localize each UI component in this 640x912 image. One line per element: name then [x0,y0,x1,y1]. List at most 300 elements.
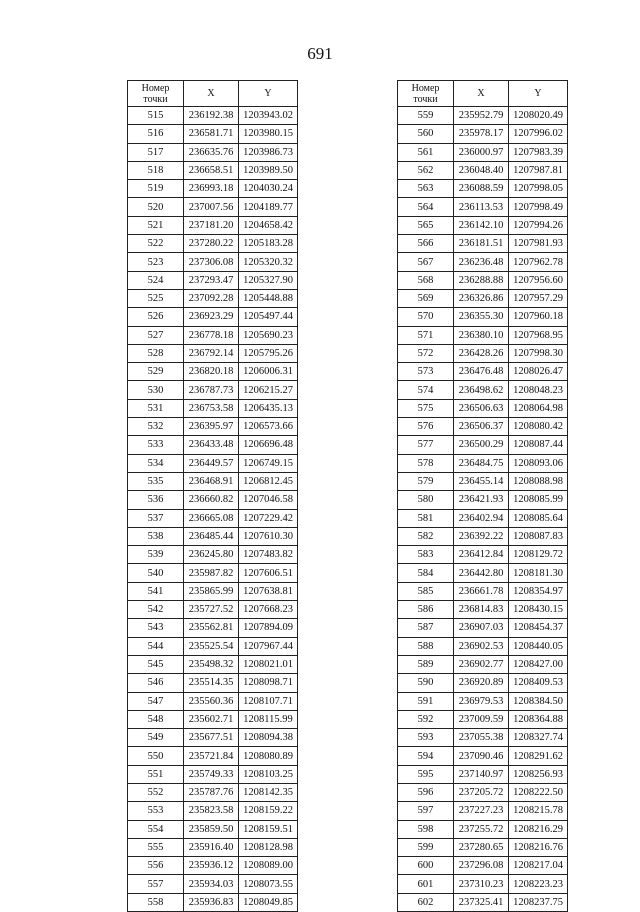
table-row [128,180,298,198]
cell-point-number: 554 [128,820,184,838]
table-row [128,198,298,216]
cell-point-number: 581 [398,509,454,527]
cell-x: 235952.79 [454,107,509,125]
cell-x: 236506.37 [454,418,509,436]
cell-y: 1208222.50 [509,783,568,801]
table-row [398,418,568,436]
table-row [398,729,568,747]
cell-point-number: 553 [128,802,184,820]
cell-point-number: 541 [128,582,184,600]
cell-point-number: 546 [128,674,184,692]
cell-point-number: 595 [398,765,454,783]
cell-point-number: 528 [128,344,184,362]
cell-y: 1208020.49 [509,107,568,125]
cell-y: 1208073.55 [239,875,298,893]
cell-y: 1208087.44 [509,436,568,454]
cell-x: 236661.78 [454,582,509,600]
cell-point-number: 575 [398,399,454,417]
cell-point-number: 579 [398,472,454,490]
header-y: Y [239,81,298,107]
cell-x: 235936.12 [184,857,239,875]
table-row [398,893,568,911]
cell-y: 1208142.35 [239,783,298,801]
cell-point-number: 566 [398,235,454,253]
table-row [128,875,298,893]
cell-y: 1208098.71 [239,674,298,692]
cell-point-number: 516 [128,125,184,143]
cell-point-number: 551 [128,765,184,783]
cell-point-number: 598 [398,820,454,838]
cell-point-number: 525 [128,289,184,307]
cell-y: 1207483.82 [239,546,298,564]
header-point-number: Номер точки [128,81,184,107]
cell-x: 237310.23 [454,875,509,893]
cell-point-number: 571 [398,326,454,344]
header-point-number: Номер точки [398,81,454,107]
cell-x: 235560.36 [184,692,239,710]
cell-y: 1207606.51 [239,564,298,582]
table-row [398,143,568,161]
cell-point-number: 573 [398,363,454,381]
cell-y: 1208215.78 [509,802,568,820]
table-row [398,655,568,673]
table-row [128,271,298,289]
table-row [128,509,298,527]
table-row [398,765,568,783]
cell-point-number: 589 [398,655,454,673]
table-row [398,875,568,893]
cell-point-number: 600 [398,857,454,875]
table-row [398,399,568,417]
cell-point-number: 599 [398,838,454,856]
cell-x: 236433.48 [184,436,239,454]
cell-point-number: 518 [128,161,184,179]
cell-x: 236455.14 [454,472,509,490]
cell-point-number: 536 [128,491,184,509]
cell-y: 1203980.15 [239,125,298,143]
cell-x: 236498.62 [454,381,509,399]
table-row [128,802,298,820]
cell-x: 236395.97 [184,418,239,436]
cell-point-number: 576 [398,418,454,436]
cell-y: 1208026.47 [509,363,568,381]
cell-x: 237306.08 [184,253,239,271]
cell-x: 235865.99 [184,582,239,600]
table-row [128,436,298,454]
cell-y: 1208085.64 [509,509,568,527]
cell-point-number: 593 [398,729,454,747]
cell-point-number: 526 [128,308,184,326]
cell-point-number: 585 [398,582,454,600]
table-row [128,125,298,143]
table-row [128,289,298,307]
cell-x: 235787.76 [184,783,239,801]
cell-point-number: 563 [398,180,454,198]
table-row [398,582,568,600]
cell-point-number: 558 [128,893,184,911]
table-row [128,747,298,765]
table-row [128,399,298,417]
table-row [398,838,568,856]
cell-y: 1205327.90 [239,271,298,289]
table-row [398,472,568,490]
table-row [398,527,568,545]
cell-point-number: 534 [128,454,184,472]
cell-point-number: 545 [128,655,184,673]
cell-x: 236902.53 [454,637,509,655]
cell-point-number: 517 [128,143,184,161]
table-row [128,601,298,619]
cell-x: 235721.84 [184,747,239,765]
cell-y: 1207994.26 [509,216,568,234]
cell-x: 236392.22 [454,527,509,545]
cell-x: 236820.18 [184,363,239,381]
cell-y: 1208223.23 [509,875,568,893]
table-row [398,619,568,637]
cell-x: 235936.83 [184,893,239,911]
table-row [398,546,568,564]
cell-y: 1207967.44 [239,637,298,655]
cell-x: 236245.80 [184,546,239,564]
cell-point-number: 531 [128,399,184,417]
cell-y: 1208129.72 [509,546,568,564]
cell-x: 236326.86 [454,289,509,307]
table-row [128,619,298,637]
table-row [398,107,568,125]
table-row [128,655,298,673]
table-row [128,857,298,875]
table-row [398,710,568,728]
table-row [128,363,298,381]
cell-y: 1203943.02 [239,107,298,125]
cell-point-number: 591 [398,692,454,710]
cell-y: 1207229.42 [239,509,298,527]
cell-y: 1208089.00 [239,857,298,875]
cell-x: 237280.22 [184,235,239,253]
cell-x: 236907.03 [454,619,509,637]
cell-x: 236979.53 [454,692,509,710]
cell-point-number: 555 [128,838,184,856]
cell-point-number: 540 [128,564,184,582]
cell-x: 235498.32 [184,655,239,673]
table-row [398,820,568,838]
cell-x: 235934.03 [184,875,239,893]
cell-x: 235525.54 [184,637,239,655]
cell-point-number: 520 [128,198,184,216]
cell-x: 237181.20 [184,216,239,234]
table-row [128,161,298,179]
table-header [398,81,568,107]
cell-point-number: 538 [128,527,184,545]
table-row [398,747,568,765]
cell-point-number: 519 [128,180,184,198]
cell-y: 1208440.05 [509,637,568,655]
cell-point-number: 561 [398,143,454,161]
cell-point-number: 564 [398,198,454,216]
table-row [128,253,298,271]
cell-x: 236658.51 [184,161,239,179]
cell-y: 1208080.89 [239,747,298,765]
cell-y: 1207956.60 [509,271,568,289]
cell-x: 236088.59 [454,180,509,198]
table-row [128,546,298,564]
cell-point-number: 552 [128,783,184,801]
cell-y: 1203989.50 [239,161,298,179]
cell-x: 236236.48 [454,253,509,271]
cell-x: 237293.47 [184,271,239,289]
cell-point-number: 597 [398,802,454,820]
table-row [128,893,298,911]
cell-x: 236468.91 [184,472,239,490]
cell-x: 236449.57 [184,454,239,472]
cell-point-number: 567 [398,253,454,271]
table-row [398,235,568,253]
cell-point-number: 548 [128,710,184,728]
table-row [398,289,568,307]
cell-x: 236113.53 [454,198,509,216]
cell-point-number: 547 [128,692,184,710]
cell-point-number: 537 [128,509,184,527]
cell-x: 236485.44 [184,527,239,545]
cell-y: 1208088.98 [509,472,568,490]
table-row [128,326,298,344]
table-row [128,418,298,436]
cell-y: 1208256.93 [509,765,568,783]
cell-point-number: 543 [128,619,184,637]
cell-y: 1207987.81 [509,161,568,179]
header-x: X [184,81,239,107]
cell-point-number: 570 [398,308,454,326]
page-number: 691 [307,44,333,63]
cell-point-number: 523 [128,253,184,271]
cell-x: 236778.18 [184,326,239,344]
cell-y: 1206812.45 [239,472,298,490]
cell-y: 1207998.30 [509,344,568,362]
cell-y: 1207996.02 [509,125,568,143]
cell-x: 236484.75 [454,454,509,472]
cell-point-number: 522 [128,235,184,253]
cell-y: 1208430.15 [509,601,568,619]
cell-x: 236581.71 [184,125,239,143]
table-row [398,161,568,179]
table-row [128,308,298,326]
cell-y: 1207638.81 [239,582,298,600]
cell-y: 1207960.18 [509,308,568,326]
cell-point-number: 568 [398,271,454,289]
table-row [398,637,568,655]
cell-x: 237092.28 [184,289,239,307]
table-row [128,472,298,490]
cell-y: 1205320.32 [239,253,298,271]
cell-point-number: 562 [398,161,454,179]
cell-x: 235602.71 [184,710,239,728]
cell-point-number: 582 [398,527,454,545]
cell-x: 237090.46 [454,747,509,765]
cell-x: 237007.56 [184,198,239,216]
table-row [398,271,568,289]
cell-y: 1205795.26 [239,344,298,362]
cell-point-number: 578 [398,454,454,472]
cell-x: 235987.82 [184,564,239,582]
cell-x: 237205.72 [454,783,509,801]
cell-x: 237227.23 [454,802,509,820]
table-row [128,143,298,161]
cell-y: 1208064.98 [509,399,568,417]
cell-y: 1208354.97 [509,582,568,600]
cell-point-number: 544 [128,637,184,655]
cell-x: 236506.63 [454,399,509,417]
cell-x: 236787.73 [184,381,239,399]
cell-point-number: 527 [128,326,184,344]
cell-point-number: 586 [398,601,454,619]
cell-point-number: 549 [128,729,184,747]
table-row [398,344,568,362]
cell-y: 1206573.66 [239,418,298,436]
table-row [398,253,568,271]
cell-y: 1208427.00 [509,655,568,673]
table-row [128,783,298,801]
cell-y: 1207983.39 [509,143,568,161]
cell-y: 1204189.77 [239,198,298,216]
cell-point-number: 580 [398,491,454,509]
cell-y: 1208048.23 [509,381,568,399]
cell-x: 236665.08 [184,509,239,527]
cell-y: 1208216.29 [509,820,568,838]
cell-x: 235727.52 [184,601,239,619]
table-row [398,216,568,234]
cell-x: 236902.77 [454,655,509,673]
cell-y: 1207968.95 [509,326,568,344]
cell-x: 236753.58 [184,399,239,417]
cell-point-number: 556 [128,857,184,875]
cell-y: 1205448.88 [239,289,298,307]
cell-y: 1207610.30 [239,527,298,545]
table-row [398,381,568,399]
table-row [128,637,298,655]
cell-x: 236142.10 [454,216,509,234]
table-row [128,729,298,747]
cell-y: 1208159.51 [239,820,298,838]
table-row [398,491,568,509]
table-row [398,436,568,454]
cell-x: 236920.89 [454,674,509,692]
cell-y: 1208093.06 [509,454,568,472]
cell-y: 1205690.23 [239,326,298,344]
cell-x: 236660.82 [184,491,239,509]
cell-point-number: 572 [398,344,454,362]
cell-point-number: 569 [398,289,454,307]
table-row [128,235,298,253]
header-x: X [454,81,509,107]
table-row [398,802,568,820]
cell-point-number: 596 [398,783,454,801]
cell-y: 1206435.13 [239,399,298,417]
cell-y: 1206749.15 [239,454,298,472]
cell-y: 1208237.75 [509,893,568,911]
cell-y: 1208094.38 [239,729,298,747]
cell-point-number: 602 [398,893,454,911]
table-row [398,363,568,381]
cell-y: 1208159.22 [239,802,298,820]
cell-y: 1208291.62 [509,747,568,765]
cell-y: 1204030.24 [239,180,298,198]
cell-x: 235562.81 [184,619,239,637]
cell-y: 1208087.83 [509,527,568,545]
cell-x: 237255.72 [454,820,509,838]
cell-x: 236181.51 [454,235,509,253]
cell-x: 237140.97 [454,765,509,783]
cell-y: 1204658.42 [239,216,298,234]
cell-point-number: 535 [128,472,184,490]
table-row [128,454,298,472]
cell-y: 1208049.85 [239,893,298,911]
cell-x: 236402.94 [454,509,509,527]
cell-point-number: 592 [398,710,454,728]
cell-point-number: 533 [128,436,184,454]
cell-point-number: 539 [128,546,184,564]
cell-y: 1208107.71 [239,692,298,710]
cell-point-number: 587 [398,619,454,637]
table-row [128,107,298,125]
cell-y: 1208085.99 [509,491,568,509]
table-row [128,765,298,783]
cell-x: 236814.83 [454,601,509,619]
cell-x: 236355.30 [454,308,509,326]
cell-y: 1208021.01 [239,655,298,673]
table-row [398,564,568,582]
table-row [398,674,568,692]
cell-x: 236635.76 [184,143,239,161]
cell-x: 236500.29 [454,436,509,454]
cell-x: 235514.35 [184,674,239,692]
table-row [398,454,568,472]
cell-x: 237055.38 [454,729,509,747]
cell-y: 1208327.74 [509,729,568,747]
cell-y: 1207998.49 [509,198,568,216]
cell-y: 1207981.93 [509,235,568,253]
table-row [398,326,568,344]
table-row [398,783,568,801]
table-row [128,710,298,728]
table-row [128,491,298,509]
cell-y: 1205183.28 [239,235,298,253]
table-row [398,198,568,216]
cell-x: 236476.48 [454,363,509,381]
table-row [128,674,298,692]
coordinates-table-left [127,80,298,912]
cell-y: 1208181.30 [509,564,568,582]
cell-x: 236288.88 [454,271,509,289]
cell-y: 1208217.04 [509,857,568,875]
cell-point-number: 594 [398,747,454,765]
cell-x: 236428.26 [454,344,509,362]
cell-x: 236421.93 [454,491,509,509]
cell-point-number: 588 [398,637,454,655]
table-row [128,582,298,600]
cell-y: 1208103.25 [239,765,298,783]
cell-x: 235677.51 [184,729,239,747]
table-row [398,180,568,198]
cell-x: 236380.10 [454,326,509,344]
cell-point-number: 524 [128,271,184,289]
cell-x: 236792.14 [184,344,239,362]
cell-x: 237280.65 [454,838,509,856]
cell-x: 236923.29 [184,308,239,326]
cell-point-number: 550 [128,747,184,765]
cell-y: 1207962.78 [509,253,568,271]
cell-point-number: 529 [128,363,184,381]
table-row [128,564,298,582]
